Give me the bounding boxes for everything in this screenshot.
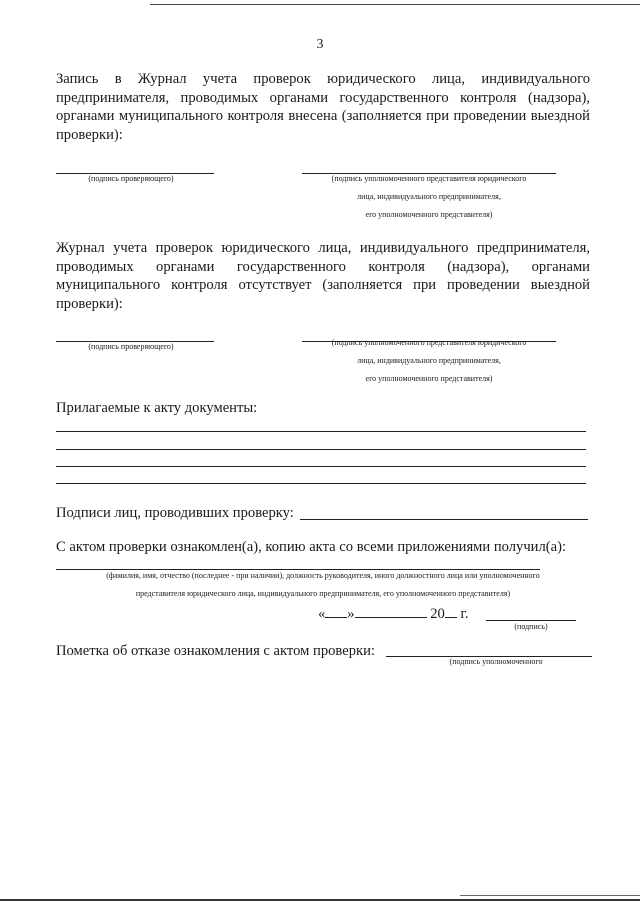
scan-bottom-edge-line — [0, 899, 640, 901]
representative-caption-2-line1: (подпись уполномоченного представителя юридического — [331, 338, 527, 347]
acquainted-label: С актом проверки ознакомлен(а), копию акта со всеми приложениями получил(а): — [56, 539, 567, 555]
date-row — [318, 605, 469, 623]
representative-caption-line2: лица, индивидуального предпринимателя, — [357, 192, 501, 201]
attached-documents-line-2 — [56, 449, 586, 450]
scan-top-edge-line — [150, 4, 640, 5]
attached-documents-line-1 — [56, 431, 586, 432]
date-close-quote: » — [347, 606, 355, 622]
inspector-signature-caption-2: (подпись проверяющего) — [88, 342, 174, 351]
inspectors-signatures-line — [300, 519, 588, 520]
acquainted-caption-line2: представителя юридического лица, индивидуального предпринимателя, его уполномоченного представителя) — [135, 589, 511, 598]
date-year-suffix: г. — [460, 606, 469, 622]
representative-caption-line1: (подпись уполномоченного представителя юридического — [331, 174, 527, 183]
representative-caption-2-line3: его уполномоченного представителя) — [365, 374, 493, 383]
date-signature-caption: (подпись) — [514, 622, 548, 631]
representative-caption-line3: его уполномоченного представителя) — [365, 210, 493, 219]
page-number: 3 — [316, 37, 324, 52]
inspectors-signatures-label: Подписи лиц, проводивших проверку: — [56, 505, 294, 521]
refusal-label: Пометка об отказе ознакомления с актом проверки: — [56, 643, 375, 659]
attached-documents-line-4 — [56, 483, 586, 484]
date-open-quote: « — [318, 606, 326, 622]
journal-absent-paragraph: Журнал учета проверок юридического лица, индивидуального предпринимателя, проводимых органами государственного контроля (надзора), органами муниципального контроля отсутствует (заполняется при проведении выездной проверки): — [56, 240, 590, 312]
refusal-signature-caption: (подпись уполномоченного — [449, 657, 543, 666]
attached-documents-label: Прилагаемые к акту документы: — [56, 400, 258, 416]
date-year-prefix: 20 — [430, 606, 445, 622]
acquainted-caption-line1: (фамилия, имя, отчество (последнее - при наличии), должность руководителя, иного должностного лица или уполномоченного — [106, 571, 540, 580]
date-month-blank — [355, 605, 427, 618]
date-day-blank — [325, 605, 347, 618]
journal-entry-paragraph: Запись в Журнал учета проверок юридического лица, индивидуального предпринимателя, проводимых органами государственного контроля (надзора), органами муниципального контроля внесена (заполняется при проведении выездной проверки): — [56, 71, 590, 143]
representative-caption-2-line2: лица, индивидуального предпринимателя, — [357, 356, 501, 365]
attached-documents-line-3 — [56, 466, 586, 467]
inspector-signature-caption: (подпись проверяющего) — [88, 174, 174, 183]
scan-bottom-edge-line-short — [460, 895, 640, 896]
date-year-blank — [445, 605, 457, 618]
